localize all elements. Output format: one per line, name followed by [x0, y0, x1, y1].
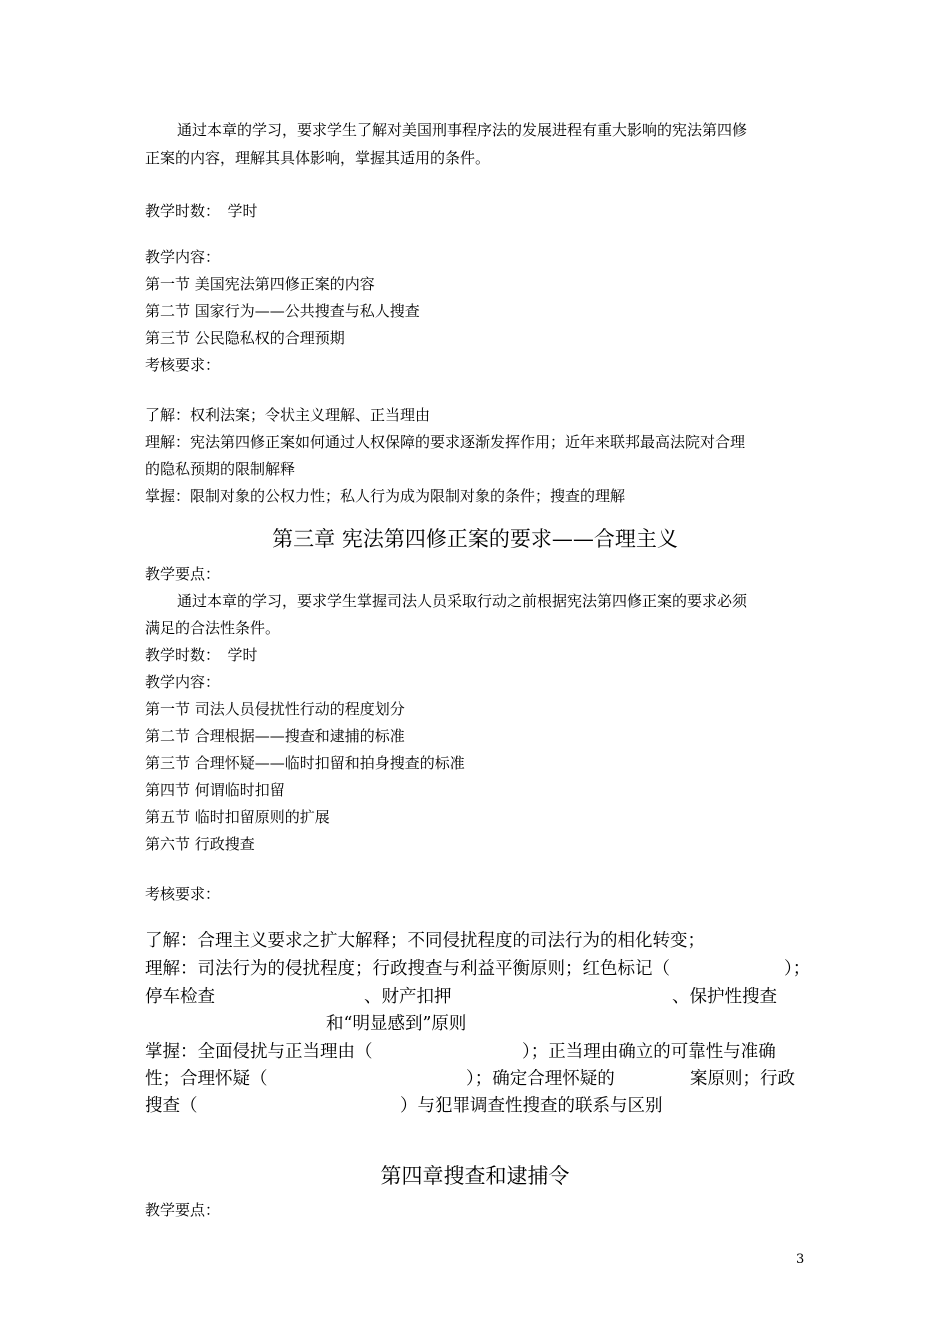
objective-line-2: 满足的合法性条件。: [145, 619, 281, 637]
section-item: 第一节 美国宪法第四修正案的内容: [145, 275, 375, 293]
assessment-label: 考核要求：: [145, 885, 221, 903]
objective-line-1: 通过本章的学习，要求学生掌握司法人员采取行动之前根据宪法第四修正案的要求必须: [177, 592, 748, 610]
objective-line-2: 正案的内容，理解其具体影响，掌握其适用的条件。: [145, 149, 491, 167]
teaching-hours: 教学时数： 学时: [145, 202, 258, 220]
content-label: 教学内容：: [145, 673, 221, 691]
understand-requirement: 了解：权利法案；令状主义理解、正当理由: [145, 406, 431, 424]
teaching-points-label: 教学要点：: [145, 1201, 221, 1219]
section-item: 第二节 合理根据——搜查和逮捕的标准: [145, 727, 405, 745]
comprehend-requirement-line-2a: 停车检查: [145, 987, 215, 1007]
objective-line-1: 通过本章的学习，要求学生了解对美国刑事程序法的发展进程有重大影响的宪法第四修: [177, 121, 748, 139]
comprehend-requirement-line-2c: 、保护性搜查: [672, 987, 777, 1007]
understand-requirement: 了解：合理主义要求之扩大解释；不同侵扰程度的司法行为的相化转变；: [145, 931, 705, 951]
section-item: 第一节 司法人员侵扰性行动的程度划分: [145, 700, 405, 718]
chapter-4-title: 第四章搜查和逮捕令: [380, 1164, 570, 1188]
section-item: 第三节 公民隐私权的合理预期: [145, 329, 345, 347]
comprehend-requirement-line-1a: 理解：司法行为的侵扰程度；行政搜查与利益平衡原则；红色标记（: [145, 959, 670, 979]
comprehend-requirement-line-2: 的隐私预期的限制解释: [145, 460, 296, 478]
master-requirement-line-1a: 掌握：全面侵扰与正当理由（: [145, 1042, 373, 1062]
master-requirement-line-2b: ）；确定合理怀疑的: [466, 1069, 615, 1089]
chapter-3-title: 第三章 宪法第四修正案的要求——合理主义: [272, 527, 678, 551]
section-item: 第四节 何谓临时扣留: [145, 781, 285, 799]
comprehend-requirement-line-2b: 、财产扣押: [364, 987, 452, 1007]
teaching-hours: 教学时数： 学时: [145, 646, 258, 664]
master-requirement-line-2c: 案原则；行政: [690, 1069, 795, 1089]
master-requirement-line-3a: 搜查（: [145, 1096, 198, 1116]
section-item: 第六节 行政搜查: [145, 835, 255, 853]
master-requirement-line-1b: ）；正当理由确立的可靠性与准确: [522, 1042, 776, 1062]
section-item: 第二节 国家行为——公共搜查与私人搜查: [145, 302, 420, 320]
master-requirement-line-3b: ）与犯罪调查性搜查的联系与区别: [400, 1096, 663, 1116]
section-item: 第五节 临时扣留原则的扩展: [145, 808, 330, 826]
master-requirement: 掌握：限制对象的公权力性；私人行为成为限制对象的条件；搜查的理解: [145, 487, 626, 505]
assessment-label: 考核要求：: [145, 356, 221, 374]
master-requirement-line-2a: 性；合理怀疑（: [145, 1069, 268, 1089]
comprehend-requirement-line-1: 理解：宪法第四修正案如何通过人权保障的要求逐渐发挥作用；近年来联邦最高法院对合理: [145, 433, 746, 451]
page-number: 3: [796, 1252, 805, 1267]
teaching-points-label: 教学要点：: [145, 565, 221, 583]
comprehend-requirement-line-1b: ）；: [784, 959, 811, 979]
section-item: 第三节 合理怀疑——临时扣留和拍身搜查的标准: [145, 754, 465, 772]
comprehend-requirement-line-3: 和“明显感到”原则: [326, 1014, 467, 1034]
content-label: 教学内容：: [145, 248, 221, 266]
